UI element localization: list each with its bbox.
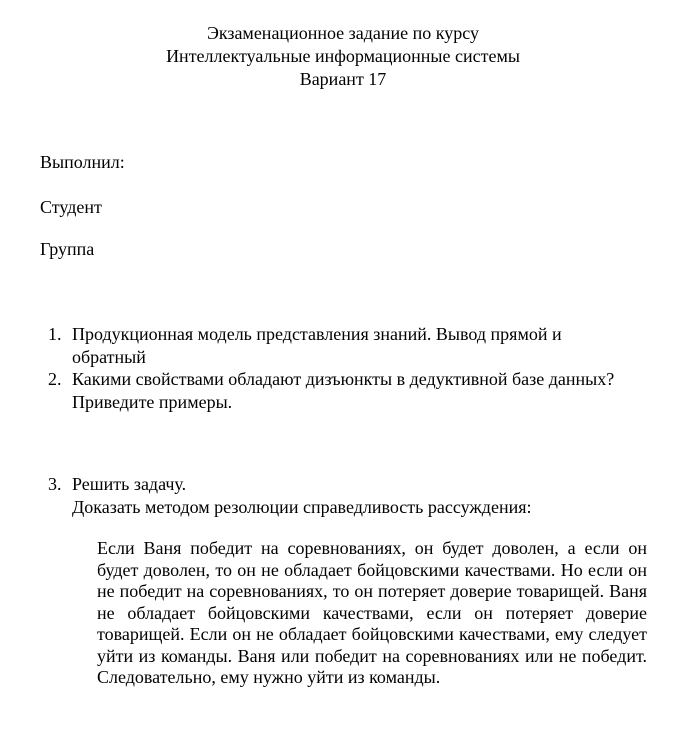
document-header — [0, 22, 686, 91]
question-text-line: Решить задачу. — [72, 474, 187, 494]
question-text-line: Какими свойствами обладают дизъюнкты в дедуктивной базе данных? — [72, 369, 615, 389]
group-label: Группа — [40, 239, 95, 259]
question-number: 3. — [48, 474, 62, 494]
question-text-line: Продукционная модель представления знаний. Вывод прямой и — [72, 324, 562, 344]
question-text-line: Доказать методом резолюции справедливость рассуждения: — [72, 497, 532, 517]
question-text-line: Приведите примеры. — [72, 392, 233, 412]
header-title: Экзаменационное задание по курсу — [206, 23, 480, 43]
question-number: 2. — [48, 369, 62, 389]
question-number: 1. — [48, 324, 62, 344]
task-paragraph: Если Ваня победит на соревнованиях, он будет доволен, а если он будет доволен, то он не обладает бойцовскими качествами. Но если он не победит на соревнованиях, то он потеряет доверие товарищей. Ваня не обладает бойцовскими качествами, если он потеряет доверие товарищей. Если он не обладает бойцовскими качествами, ему следует уйти из команды. Ваня или победит на соревнованиях или не победит. Следовательно, ему нужно уйти из команды. — [97, 538, 647, 687]
header-variant: Вариант 17 — [299, 69, 387, 89]
question-text-line: обратный — [72, 347, 146, 367]
student-label: Студент — [40, 197, 102, 217]
performed-by-label: Выполнил: — [40, 152, 125, 172]
header-course: Интеллектуальные информационные системы — [166, 46, 520, 66]
